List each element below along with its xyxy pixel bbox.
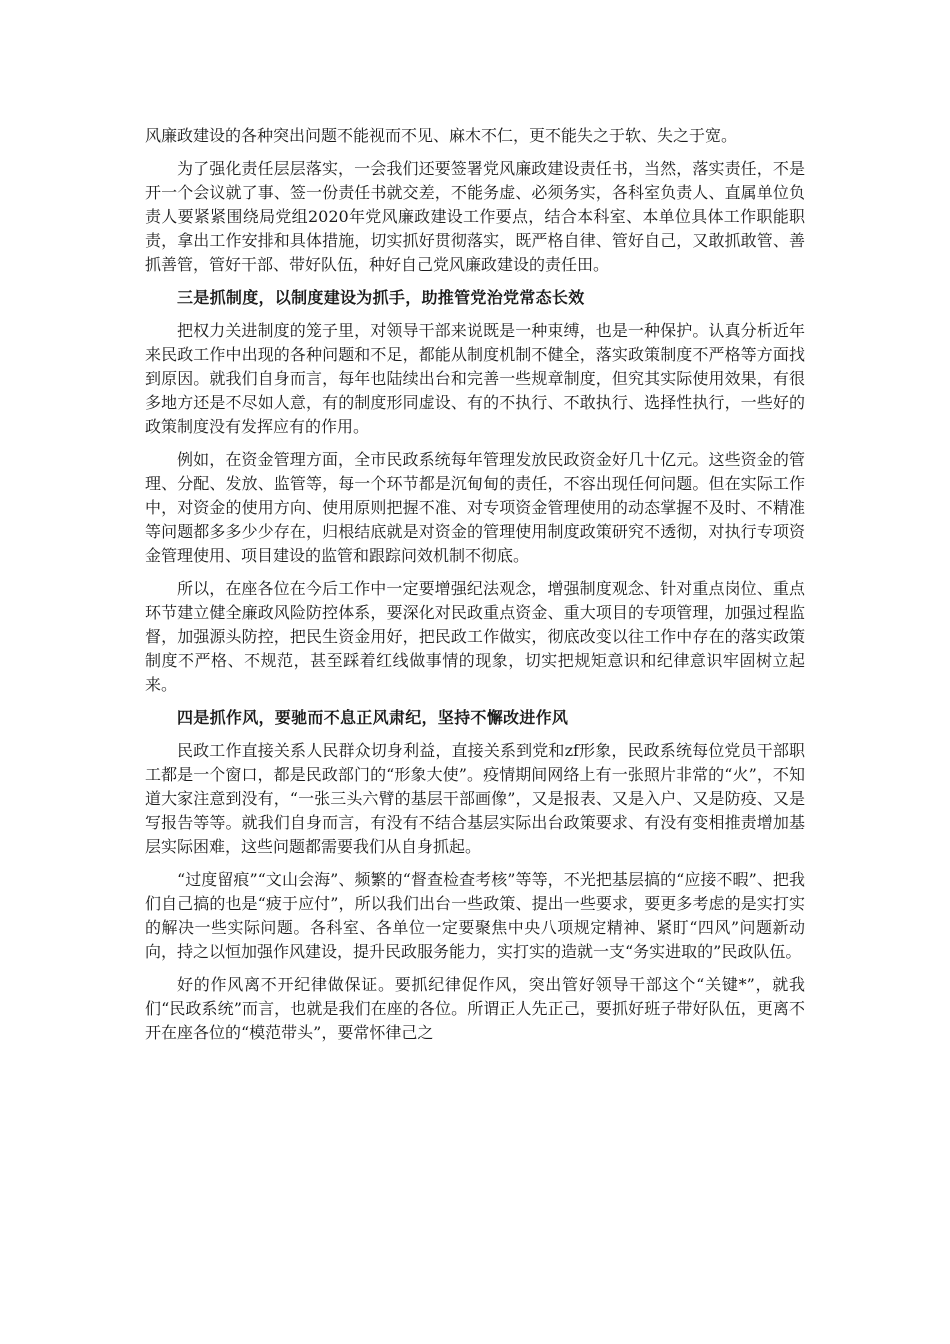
paragraph-style-discipline: 好的作风离不开纪律做保证。要抓纪律促作风，突出管好领导干部这个“关键*”，就我们“民政系统”而言，也就是我们在座的各位。所谓正人先正己，要抓好班子带好队伍，更离不开在座各位的“模范带头”，要常怀律己之	[145, 975, 805, 1042]
paragraph-image-ambassador: 民政工作直接关系人民群众切身利益，直接关系到党和zf形象，民政系统每位党员干部职工都是一个窗口，都是民政部门的“形象大使”。疫情期间网络上有一张照片非常的“火”，不知道大家注意到没有，“一张三头六臂的基层干部画像”，又是报表、又是入户、又是防疫、又是写报告等等。就我们自身而言，有没有不结合基层实际出台政策要求、有没有变相推责增加基层实际困难，这些问题都需要我们从自身抓起。	[145, 741, 805, 856]
section-heading-3: 三是抓制度，以制度建设为抓手，助推管党治党常态长效	[177, 288, 585, 307]
paragraph-funds-example: 例如，在资金管理方面，全市民政系统每年管理发放民政资金好几十亿元。这些资金的管理、分配、发放、监管等，每一个环节都是沉甸甸的责任，不容出现任何问题。但在实际工作中，对资金的使用方向、使用原则把握不准、对专项资金管理使用的动态掌握不及时、不精准等问题都多多少少存在，归根结底就是对资金的管理使用制度政策研究不透彻，对执行专项资金管理使用、项目建设的监管和跟踪问效机制不彻底。	[145, 450, 805, 565]
paragraph-responsibility: 为了强化责任层层落实，一会我们还要签署党风廉政建设责任书，当然，落实责任，不是开一个会议就了事、签一份责任书就交差，不能务虚、必须务实，各科室负责人、直属单位负责人要紧紧围绕局党组2020年党风廉政建设工作要点，结合本科室、本单位具体工作职能职责，拿出工作安排和具体措施，切实抓好贯彻落实，既严格自律、管好自己，又敢抓敢管、善抓善管，管好干部、带好队伍，种好自己党风廉政建设的责任田。	[145, 159, 805, 274]
paragraph-formalism: “过度留痕”“文山会海”、频繁的“督查检查考核”等等，不光把基层搞的“应接不暇”、把我们自己搞的也是“疲于应付”，所以我们出台一些政策、提出一些要求，要更多考虑的是实打实的解决一些实际问题。各科室、各单位一定要聚焦中央八项规定精神、紧盯“四风”问题新动向，持之以恒加强作风建设，提升民政服务能力，实打实的造就一支“务实进取的”民政队伍。	[145, 870, 805, 961]
paragraph-discipline: 所以，在座各位在今后工作中一定要增强纪法观念，增强制度观念、针对重点岗位、重点环节建立健全廉政风险防控体系，要深化对民政重点资金、重大项目的专项管理，加强过程监督，加强源头防控，把民生资金用好，把民政工作做实，彻底改变以往工作中存在的落实政策制度不严格、不规范，甚至踩着红线做事情的现象，切实把规矩意识和纪律意识牢固树立起来。	[145, 579, 805, 694]
paragraph-institution: 把权力关进制度的笼子里，对领导干部来说既是一种束缚，也是一种保护。认真分析近年来民政工作中出现的各种问题和不足，都能从制度机制不健全，落实政策制度不严格等方面找到原因。就我们自身而言，每年也陆续出台和完善一些规章制度，但究其实际使用效果，有很多地方还是不尽如人意，有的制度形同虚设、有的不执行、不敢执行、选择性执行，一些好的政策制度没有发挥应有的作用。	[145, 321, 805, 436]
section-heading-4: 四是抓作风，要驰而不息正风肃纪，坚持不懈改进作风	[177, 708, 569, 727]
document-page	[145, 124, 805, 1054]
paragraph-continuation: 风廉政建设的各种突出问题不能视而不见、麻木不仁，更不能失之于软、失之于宽。	[145, 126, 738, 145]
